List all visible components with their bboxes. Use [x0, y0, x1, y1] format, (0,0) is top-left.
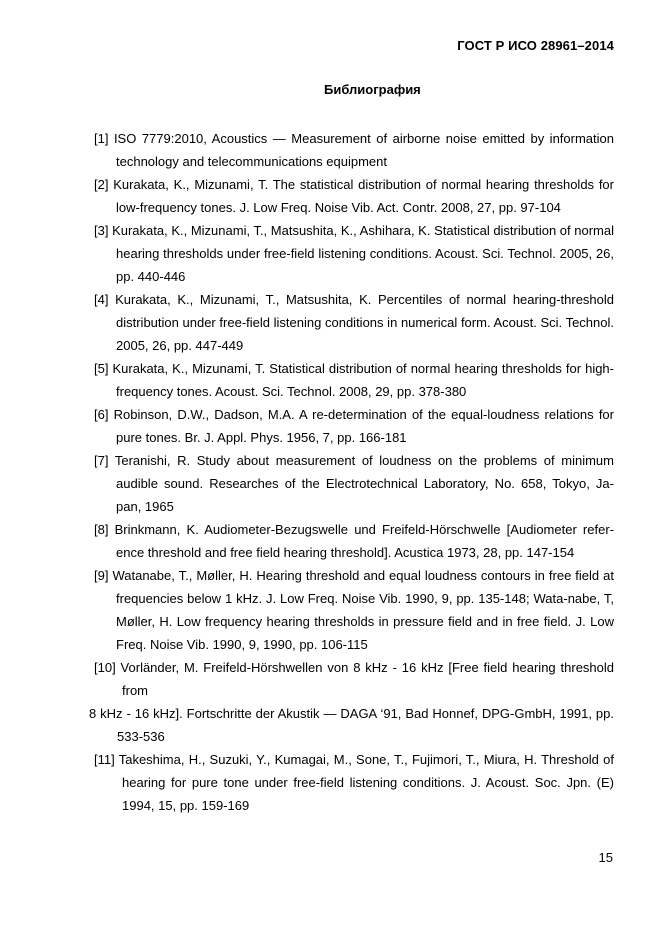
- bibliography-entry-3: [3] Kurakata, K., Mizunami, T., Matsushita, K., Ashihara, K. Statistical distribution of normal hearing thresholds under free-field listening conditions. Acoust. Sci. Technol. 2005, 26, pp. 440-446: [94, 223, 614, 284]
- bibliography-entry-6: [6] Robinson, D.W., Dadson, M.A. A re-determination of the equal-loudness relations for pure tones. Br. J. Appl. Phys. 1956, 7, pp. 166-181: [94, 407, 614, 445]
- bibliography-entry-2: [2] Kurakata, K., Mizunami, T. The statistical distribution of normal hearing thresholds for low-frequency tones. J. Low Freq. Noise Vib. Act. Contr. 2008, 27, pp. 97-104: [94, 177, 614, 215]
- bibliography-entry-8: [8] Brinkmann, K. Audiometer-Bezugswelle und Freifeld-Hörschwelle [Audiometer refer-ence threshold and free field hearing threshold]. Acustica 1973, 28, pp. 147-154: [94, 522, 614, 560]
- bibliography-entry-10-continuation: 8 kHz - 16 kHz]. Fortschritte der Akustik — DAGA ‘91, Bad Honnef, DPG-GmbH, 1991, pp. 533-536: [89, 706, 614, 744]
- bibliography-entry-9: [9] Watanabe, T., Møller, H. Hearing threshold and equal loudness contours in free field at frequencies below 1 kHz. J. Low Freq. Noise Vib. 1990, 9, pp. 135-148; Wata-nabe, T, Møller, H. Low frequency hearing thresholds in pressure field and in free field. J. Low Freq. Noise Vib. 1990, 9, 1990, pp. 106-115: [94, 568, 614, 652]
- bibliography-entry-1: [1] ISO 7779:2010, Acoustics — Measurement of airborne noise emitted by information technology and telecommunications equipment: [94, 131, 614, 169]
- bibliography-entry-10: [10] Vorländer, M. Freifeld-Hörshwellen von 8 kHz - 16 kHz [Free field hearing threshold from: [94, 660, 614, 698]
- standard-code-header: ГОСТ Р ИСО 28961–2014: [457, 38, 614, 53]
- bibliography-entry-7: [7] Teranishi, R. Study about measurement of loudness on the problems of minimum audible sound. Researches of the Electrotechnical Laboratory, No. 658, Tokyo, Ja-pan, 1965: [94, 453, 614, 514]
- bibliography-title: Библиография: [324, 82, 421, 97]
- page-number: 15: [598, 850, 613, 865]
- bibliography-entry-11: [11] Takeshima, H., Suzuki, Y., Kumagai, M., Sone, T., Fujimori, T., Miura, H. Threshold of hearing for pure tone under free-field listening conditions. J. Acoust. Soc. Jpn. (E) 1994, 15, pp. 159-169: [94, 752, 614, 813]
- bibliography-entry-4: [4] Kurakata, K., Mizunami, T., Matsushita, K. Percentiles of normal hearing-threshold distribution under free-field listening conditions in numerical form. Acoust. Sci. Technol. 2005, 26, pp. 447-449: [94, 292, 614, 353]
- bibliography-entry-5: [5] Kurakata, K., Mizunami, T. Statistical distribution of normal hearing thresholds for high-frequency tones. Acoust. Sci. Technol. 2008, 29, pp. 378-380: [94, 361, 614, 399]
- bibliography-list: [89, 127, 614, 817]
